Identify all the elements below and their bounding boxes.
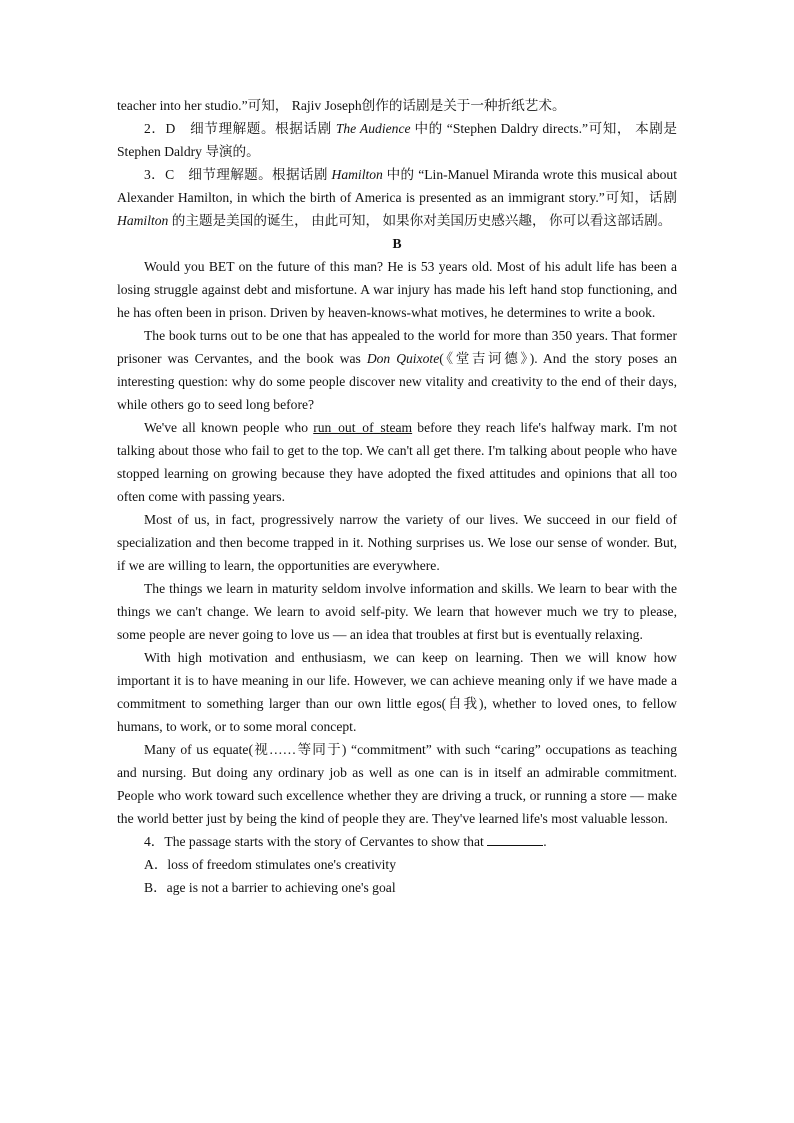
underlined-phrase: run_out_of_steam [313,420,413,435]
passage-paragraph-4: Most of us, in fact, progressively narrow the variety of our lives. We succeed in our field of specialization and then become trapped in it. Nothing surprises us. We lose our sense of wonder. But, if we are willing to learn, the opportunities are everywhere. [117,512,677,573]
answer-3-quote: 中的 “Lin-Manuel Miranda wrote this musical about Alexander Hamilton, in which the birth of America is presented as an immigrant story.”可知，话剧 [117,167,677,205]
passage-paragraph-3 [117,416,677,508]
question-4-option-b[interactable]: B．age is not a barrier to achieving one's goal [144,880,396,895]
question-4-text: 4．The passage starts with the story of Cervantes to show that [144,834,488,849]
paragraph-2-text-end: (《堂吉诃德》). And the story poses an interesting question: why do some people discover new vitality and creativity to the end of their days, while others go to seed long before? [117,351,678,412]
question-4-period: . [543,834,547,849]
passage-paragraph-2 [117,324,677,416]
question-4-option-a[interactable]: A．loss of freedom stimulates one's creativity [144,857,396,872]
passage-paragraph-6: With high motivation and enthusiasm, we can keep on learning. Then we will know how important it is to have meaning in our life. However, we can achieve meaning only if we have made a commitment to something larger than our own little egos(自我), whether to loved ones, to fellow humans, to work, or to some moral concept. [117,650,677,734]
paragraph-3-text: We've all known people who [144,420,314,435]
answer-2 [117,117,677,163]
section-heading-b: B [392,236,402,251]
passage-paragraph-7: Many of us equate(视……等同于) “commitment” with such “caring” occupations as teaching and nursing. But doing any ordinary job as well as one can is in itself an admirable commitment. People who work toward such excellence whether they are driving a truck, or running a store — make the world better just by being the kind of people they are. They've learned life's most valuable lesson. [117,742,677,826]
answer-3-title: Hamilton [331,167,383,182]
answer-3-text-end: 的主题是美国的诞生， 由此可知， 如果你对美国历史感兴趣， 你可以看这部话剧。 [168,213,672,228]
answer-blank[interactable] [487,833,543,846]
answer-2-text-end: 中的 “Stephen Daldry directs.”可知， 本剧是 Stephen Daldry 导演的。 [117,121,678,159]
answer-2-title: The Audience [335,121,411,136]
paragraph-2-text: The book turns out to be one that has appealed to the world for more than 350 years. That former prisoner was Cervantes, and the book was [117,328,677,366]
answer-3-text: 3．C 细节理解题。根据话剧 [144,167,332,182]
passage-paragraph-1: Would you BET on the future of this man? He is 53 years old. Most of his adult life has been a losing struggle against debt and misfortune. A war injury has made his left hand stop functioning, and he has often been in prison. Driven by heaven-knows-what motives, he determines to write a book. [117,259,677,320]
answer-1-continuation: teacher into her studio.”可知， Rajiv Joseph创作的话剧是关于一种折纸艺术。 [117,98,566,113]
passage-paragraph-5: The things we learn in maturity seldom involve information and skills. We learn to bear with the things we can't change. We learn to avoid self-pity. We learn that however much we try to please, some people are never going to love us — an idea that troubles at first but is eventually relaxing. [117,581,677,642]
question-4-stem [117,830,677,853]
document-page [117,94,677,899]
answer-3-title-2: Hamilton [117,213,169,228]
answer-2-text: 2．D 细节理解题。根据话剧 [144,121,336,136]
answer-3 [117,163,677,232]
paragraph-3-text-end: before they reach life's halfway mark. I'm not talking about those who fail to get to the top. We can't all get there. I'm talking about people who have stopped learning on growing because they have adopted the fixed attitudes and opinions that all too often come with passing years. [117,420,677,504]
book-title: Don Quixote [366,351,440,366]
